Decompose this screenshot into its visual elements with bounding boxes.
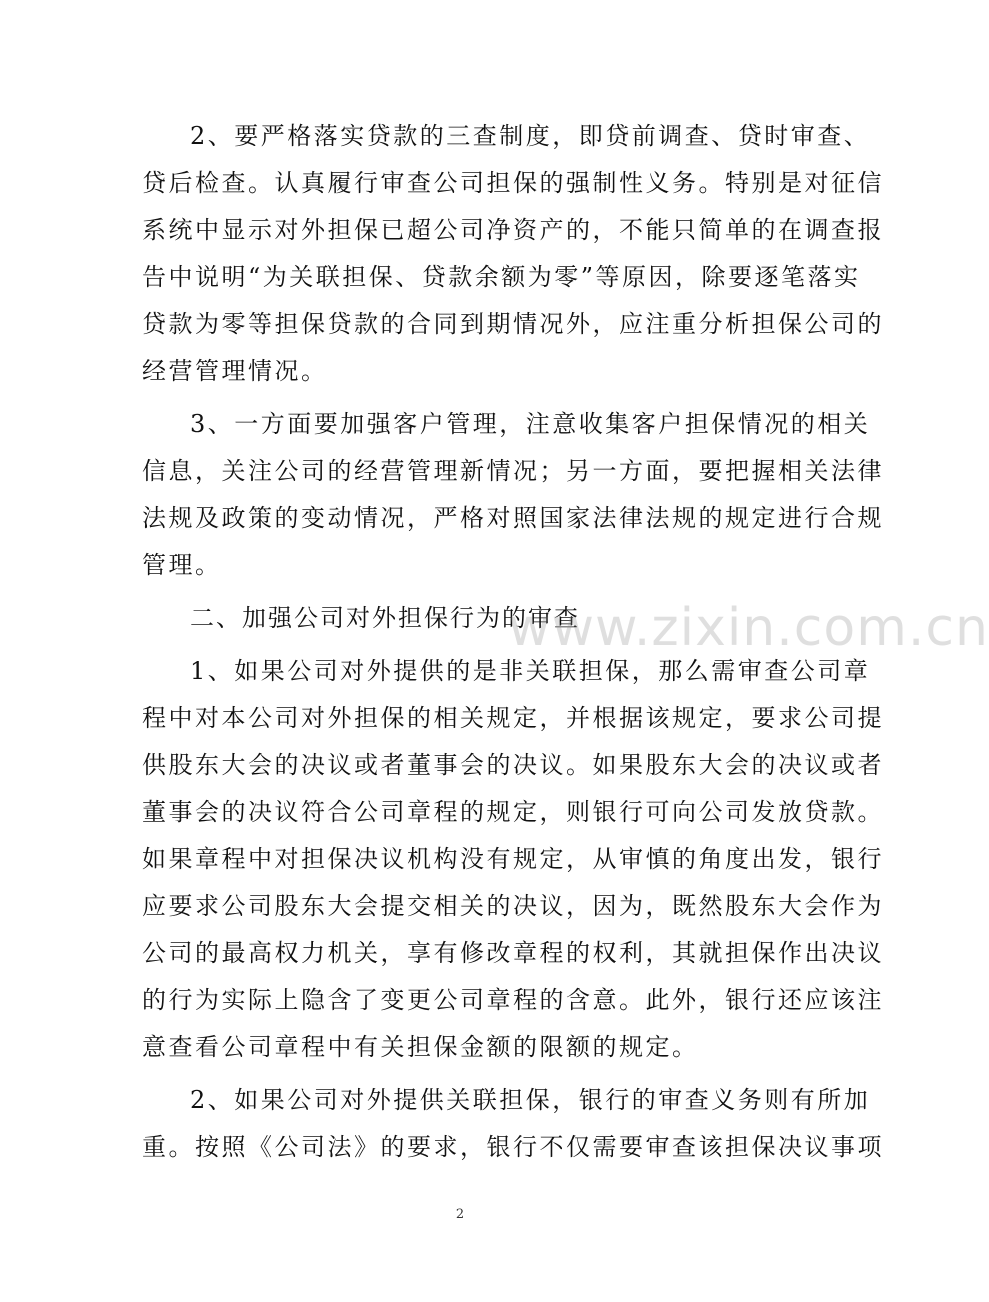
paragraph-4-line-2: 重。按照《公司法》的要求，银行不仅需要审查该担保决议事项	[142, 1133, 884, 1161]
paragraph-1-line-3: 系统中显示对外担保已超公司净资产的，不能只简单的在调查报	[142, 216, 884, 244]
paragraph-1-line-2: 贷后检查。认真履行审查公司担保的强制性义务。特别是对征信	[142, 169, 884, 197]
paragraph-3-line-5: 如果章程中对担保决议机构没有规定，从审慎的角度出发，银行	[142, 845, 884, 873]
paragraph-4-line-1: 2、如果公司对外提供关联担保，银行的审查义务则有所加	[190, 1086, 871, 1114]
paragraph-2-line-4: 管理。	[142, 551, 222, 579]
paragraph-1-line-5: 贷款为零等担保贷款的合同到期情况外，应注重分析担保公司的	[142, 310, 884, 338]
paragraph-3-line-3: 供股东大会的决议或者董事会的决议。如果股东大会的决议或者	[142, 751, 884, 779]
paragraph-3-line-2: 程中对本公司对外担保的相关规定，并根据该规定，要求公司提	[142, 704, 884, 732]
paragraph-3-line-6: 应要求公司股东大会提交相关的决议，因为，既然股东大会作为	[142, 892, 884, 920]
paragraph-2-line-3: 法规及政策的变动情况，严格对照国家法律法规的规定进行合规	[142, 504, 884, 532]
section-heading: 二、加强公司对外担保行为的审查	[190, 604, 580, 632]
paragraph-3-line-4: 董事会的决议符合公司章程的规定，则银行可向公司发放贷款。	[142, 798, 884, 826]
page-number: 2	[455, 1207, 465, 1222]
paragraph-2-line-1: 3、一方面要加强客户管理，注意收集客户担保情况的相关	[190, 410, 871, 438]
paragraph-1-line-1: 2、要严格落实贷款的三查制度，即贷前调查、贷时审查、	[190, 122, 871, 150]
paragraph-3-line-9: 意查看公司章程中有关担保金额的限额的规定。	[142, 1033, 699, 1061]
paragraph-2-line-2: 信息，关注公司的经营管理新情况；另一方面，要把握相关法律	[142, 457, 884, 485]
paragraph-1-line-4: 告中说明“为关联担保、贷款余额为零”等原因，除要逐笔落实	[142, 263, 861, 291]
paragraph-3-line-8: 的行为实际上隐含了变更公司章程的含意。此外，银行还应该注	[142, 986, 884, 1014]
paragraph-3-line-1: 1、如果公司对外提供的是非关联担保，那么需审查公司章	[190, 657, 871, 685]
watermark: www.zixin.com.cn	[508, 598, 989, 658]
paragraph-3-line-7: 公司的最高权力机关，享有修改章程的权利，其就担保作出决议	[142, 939, 884, 967]
paragraph-1-line-6: 经营管理情况。	[142, 357, 328, 385]
